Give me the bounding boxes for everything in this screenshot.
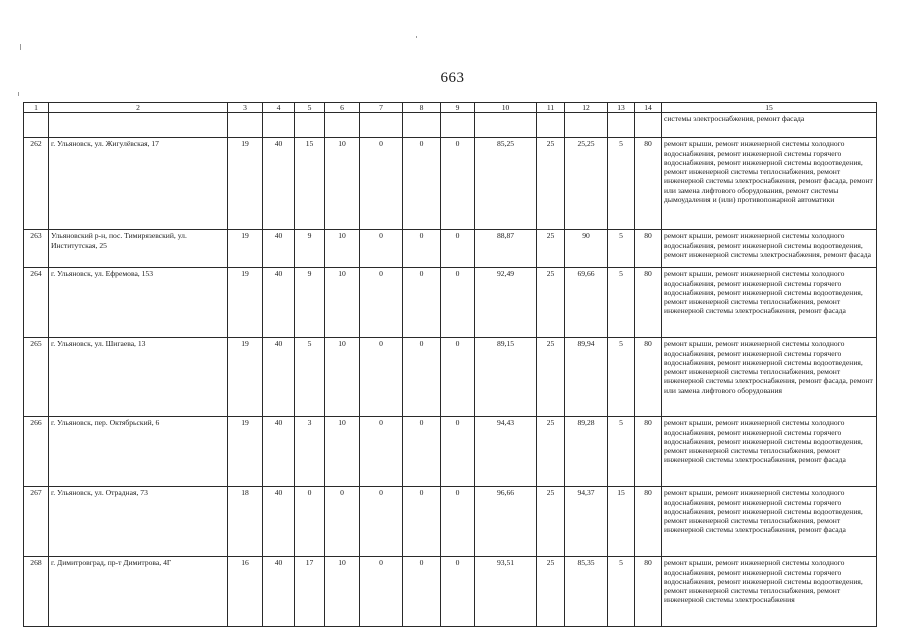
value-cell-c12: 94,37 [565,487,608,557]
value-cell-c14: 80 [635,230,662,268]
value-cell-c12: 89,94 [565,338,608,417]
column-number: 10 [475,103,537,113]
value-cell-c8: 0 [403,487,441,557]
value-cell-c4: 40 [263,338,295,417]
value-cell-c8: 0 [403,417,441,487]
value-cell-c3: 19 [228,338,263,417]
value-cell-c14: 80 [635,338,662,417]
value-cell-c11: 25 [537,557,565,627]
continuation-works: системы электроснабжения, ремонт фасада [662,113,877,138]
value-cell-c8: 0 [403,230,441,268]
table-row [24,268,877,338]
value-cell-c8: 0 [403,557,441,627]
address-cell: г. Ульяновск, ул. Ефремова, 153 [49,268,228,338]
value-cell-c9: 0 [441,417,475,487]
value-cell-c7: 0 [360,230,403,268]
value-cell-c3: 19 [228,230,263,268]
address-cell: Ульяновский р-н, пос. Тимирязевский, ул. Институтская, 25 [49,230,228,268]
address-cell: г. Ульяновск, пер. Октябрьский, 6 [49,417,228,487]
table-row [24,417,877,487]
value-cell-c4: 40 [263,417,295,487]
value-cell-c13: 5 [608,338,635,417]
value-cell-c7: 0 [360,487,403,557]
value-cell-c3: 16 [228,557,263,627]
works-cell: ремонт крыши, ремонт инженерной системы холодного водоснабжения, ремонт инженерной системы горячего водоснабжения, ремонт инженерной системы водоотведения, ремонт инженерной системы теплоснабжения, ремонт инженерной системы электроснабжения [662,557,877,627]
value-cell-c3: 19 [228,268,263,338]
value-cell-c9: 0 [441,268,475,338]
row-number: 266 [24,417,49,487]
value-cell-c6: 0 [325,487,360,557]
column-number: 1 [24,103,49,113]
value-cell-c9: 0 [441,557,475,627]
value-cell-c10: 96,66 [475,487,537,557]
value-cell-c6: 10 [325,557,360,627]
value-cell-c11: 25 [537,138,565,230]
value-cell-c5: 9 [295,230,325,268]
address-cell: г. Ульяновск, ул. Отрадная, 73 [49,487,228,557]
value-cell-c10: 93,51 [475,557,537,627]
capital-repair-table [23,102,877,627]
address-cell: г. Ульяновск, ул. Жигулёвская, 17 [49,138,228,230]
value-cell-c11: 25 [537,338,565,417]
value-cell-c5: 17 [295,557,325,627]
value-cell-c11: 25 [537,417,565,487]
column-number-row [24,103,877,113]
value-cell-c9: 0 [441,230,475,268]
value-cell-c10: 94,43 [475,417,537,487]
column-number: 4 [263,103,295,113]
column-number: 9 [441,103,475,113]
value-cell-c12: 25,25 [565,138,608,230]
value-cell-c7: 0 [360,338,403,417]
page-number: 663 [440,70,465,86]
table-row [24,557,877,627]
scan-mark [20,44,21,50]
value-cell-c10: 92,49 [475,268,537,338]
value-cell-c9: 0 [441,487,475,557]
value-cell-c8: 0 [403,138,441,230]
value-cell-c13: 5 [608,230,635,268]
value-cell-c13: 5 [608,138,635,230]
value-cell-c4: 40 [263,138,295,230]
value-cell-c6: 10 [325,338,360,417]
value-cell-c8: 0 [403,338,441,417]
value-cell-c4: 40 [263,487,295,557]
row-number: 264 [24,268,49,338]
value-cell-c6: 10 [325,138,360,230]
value-cell-c7: 0 [360,557,403,627]
value-cell-c10: 89,15 [475,338,537,417]
address-cell: г. Димитровград, пр-т Димитрова, 4Г [49,557,228,627]
table-row [24,138,877,230]
value-cell-c12: 89,28 [565,417,608,487]
value-cell-c5: 5 [295,338,325,417]
scan-mark [416,36,417,38]
column-number: 3 [228,103,263,113]
value-cell-c4: 40 [263,230,295,268]
column-number: 5 [295,103,325,113]
value-cell-c5: 15 [295,138,325,230]
value-cell-c4: 40 [263,557,295,627]
works-cell: ремонт крыши, ремонт инженерной системы холодного водоснабжения, ремонт инженерной системы горячего водоснабжения, ремонт инженерной системы водоотведения, ремонт инженерной системы теплоснабжения, ремонт инженерной системы электроснабжения, ремонт фасада, ремонт или замена лифтового оборудования [662,338,877,417]
value-cell-c10: 85,25 [475,138,537,230]
column-number: 14 [635,103,662,113]
value-cell-c14: 80 [635,487,662,557]
row-number: 263 [24,230,49,268]
value-cell-c10: 88,87 [475,230,537,268]
works-cell: ремонт крыши, ремонт инженерной системы холодного водоснабжения, ремонт инженерной системы горячего водоснабжения, ремонт инженерной системы водоотведения, ремонт инженерной системы теплоснабжения, ремонт инженерной системы электроснабжения, ремонт фасада, ремонт или замена лифтового оборудования, ремонт системы дымоудаления и (или) противопожарной автоматики [662,138,877,230]
works-cell: ремонт крыши, ремонт инженерной системы холодного водоснабжения, ремонт инженерной системы горячего водоснабжения, ремонт инженерной системы водоотведения, ремонт инженерной системы теплоснабжения, ремонт инженерной системы электроснабжения, ремонт фасада [662,417,877,487]
column-number: 2 [49,103,228,113]
value-cell-c14: 80 [635,268,662,338]
value-cell-c8: 0 [403,268,441,338]
row-number: 265 [24,338,49,417]
column-number: 11 [537,103,565,113]
address-cell: г. Ульяновск, ул. Шигаева, 13 [49,338,228,417]
column-number: 13 [608,103,635,113]
works-cell: ремонт крыши, ремонт инженерной системы холодного водоснабжения, ремонт инженерной системы горячего водоснабжения, ремонт инженерной системы водоотведения, ремонт инженерной системы теплоснабжения, ремонт инженерной системы электроснабжения, ремонт фасада [662,268,877,338]
value-cell-c5: 3 [295,417,325,487]
column-number: 6 [325,103,360,113]
value-cell-c13: 5 [608,268,635,338]
value-cell-c7: 0 [360,268,403,338]
works-cell: ремонт крыши, ремонт инженерной системы холодного водоснабжения, ремонт инженерной системы горячего водоснабжения, ремонт инженерной системы водоотведения, ремонт инженерной системы теплоснабжения, ремонт инженерной системы электроснабжения, ремонт фасада [662,487,877,557]
value-cell-c6: 10 [325,417,360,487]
value-cell-c3: 19 [228,138,263,230]
value-cell-c6: 10 [325,268,360,338]
value-cell-c11: 25 [537,487,565,557]
continuation-row [24,113,877,138]
value-cell-c12: 69,66 [565,268,608,338]
value-cell-c3: 19 [228,417,263,487]
value-cell-c12: 85,35 [565,557,608,627]
row-number: 268 [24,557,49,627]
value-cell-c6: 10 [325,230,360,268]
column-number: 7 [360,103,403,113]
value-cell-c13: 5 [608,557,635,627]
value-cell-c11: 25 [537,268,565,338]
value-cell-c14: 80 [635,138,662,230]
value-cell-c5: 0 [295,487,325,557]
value-cell-c9: 0 [441,138,475,230]
value-cell-c13: 15 [608,487,635,557]
table-row [24,487,877,557]
value-cell-c13: 5 [608,417,635,487]
table-row [24,338,877,417]
column-number: 8 [403,103,441,113]
works-cell: ремонт крыши, ремонт инженерной системы холодного водоснабжения, ремонт инженерной системы водоотведения, ремонт инженерной системы электроснабжения, ремонт фасада [662,230,877,268]
row-number: 262 [24,138,49,230]
value-cell-c7: 0 [360,417,403,487]
value-cell-c14: 80 [635,417,662,487]
column-number: 12 [565,103,608,113]
value-cell-c5: 9 [295,268,325,338]
value-cell-c3: 18 [228,487,263,557]
value-cell-c12: 90 [565,230,608,268]
value-cell-c9: 0 [441,338,475,417]
column-number: 15 [662,103,877,113]
value-cell-c11: 25 [537,230,565,268]
table-row [24,230,877,268]
scan-mark [18,92,19,96]
value-cell-c14: 80 [635,557,662,627]
row-number: 267 [24,487,49,557]
value-cell-c4: 40 [263,268,295,338]
value-cell-c7: 0 [360,138,403,230]
